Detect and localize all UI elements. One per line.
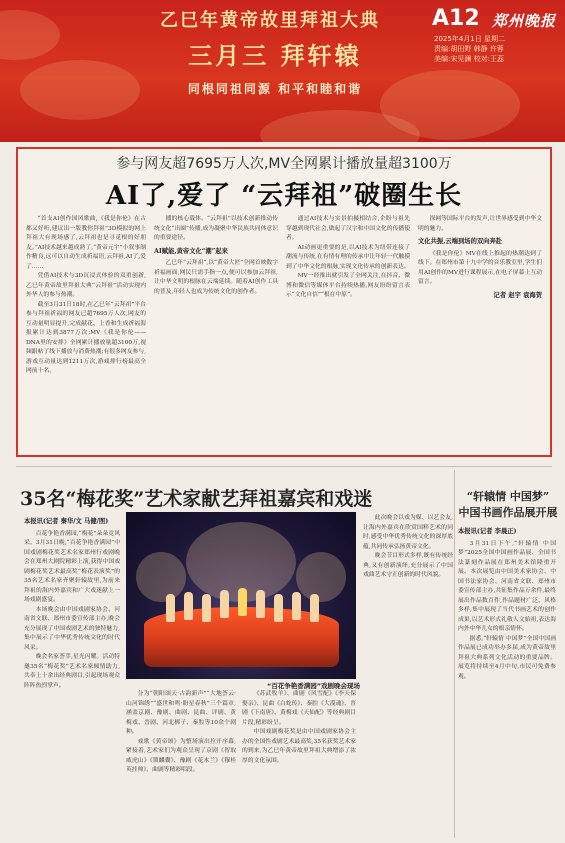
feature-article: [16, 147, 552, 457]
paragraph: 百花争艳香满园,“梅花”朵朵竞风采。3月31日晚,“百花争艳香满园”中国戏剧梅花奖艺术名家郑州行戏剧晚会在郑州大剧院精彩上演,获得中国戏剧梅花奖艺术最高奖“梅花表演奖”的35名艺术名家齐聚轩辕故里,为前来拜祖的海内外嘉宾和广大戏迷献上一场戏剧盛宴。: [24, 530, 120, 603]
feature-column-2: [154, 215, 278, 453]
paragraph: 据悉,“轩辕情 中国梦”全国中国画作品展已成功举办多届,成为黄帝故里拜祖大典系列文化活动的重要品牌。展览将持续至4月中旬,市民可免费参观。: [458, 635, 556, 680]
paragraph: 凭借AI技术与3D沉浸式体验的双重创新,乙巳年黄帝故里拜祖大典“云拜祖”活动实现内外华人的参与热潮。: [26, 273, 146, 298]
article-column-1: [24, 514, 120, 836]
article-column-2: [126, 690, 236, 836]
paragraph: 3月31日下午,“轩辕情 中国梦”2025全国中国画作品展、全国书法篆刻作品展在郑州美术馆隆重开展。本次展览由中国美术家协会、中国书法家协会、河南省文联、郑州市委宣传部主办,共征集作品万余件,最终展出作品数百件,作品题材广泛、风格多样,集中展现了当代书画艺术的创作成果,以艺术形式礼敬人文始祖,表达海内外中华儿女的根亲情怀。: [458, 540, 556, 632]
newspaper-logo: 郑州晚报: [492, 12, 557, 30]
byline: 本报讯(记者 李晨正): [458, 528, 517, 535]
date-line: 2025年4月1日 星期二: [434, 35, 505, 43]
paragraph: 本场晚会由中国戏剧家协会、河南省文联、郑州市委宣传部主办,晚会充分展现了中国戏剧艺术的独特魅力,集中展示了中华优秀传统文化的时代风采。: [24, 606, 120, 651]
paragraph: 晚会节目形式多样,既有传统经典,又有创新演绎,充分展示了中国戏曲艺术守正创新的时代风貌。: [363, 553, 453, 578]
byline: 本报讯(记者 秦华/文 马健/图): [24, 518, 109, 525]
section-subhead: AI赋能,黄帝文化“潮”起来: [154, 247, 228, 255]
opera-stage-photo: [126, 512, 356, 679]
paragraph: 通过AI技术与实景拍摄相结合,企盼与祖先穿越到现代社会,做起了汉字和中国文化的传播使者。: [286, 216, 410, 241]
paragraph: 分为“朝阳颂天·古韵新声”“大地荟云·山河锦绣”“盛世和鸣·盼星春秋”三个篇章,涵盖京剧、豫剧、曲剧、昆曲、评剧、黄梅戏、晋剧、河北梆子、秦腔等10余个剧种。: [126, 691, 236, 735]
paragraph: “首支AI创作国风歌曲,《我是你伦》在古都又好听,建议出一版教你拜祖”3D模拟的网上拜祖大有现场感了,云拜祖也是寻觅根的好朋友。”AI技术越来越成熟了,“黄帝元宇”小叙事制作精良,远可以自动生成祈福语,云拜祖,AI了,爱了……: [26, 216, 146, 270]
page-header-banner: [0, 0, 565, 142]
article-body: [458, 524, 556, 836]
paragraph: 截至3月31日18时,在乙巳年“云拜祖”平台参与拜祖祈福的网友已超7695万人次,网友的互动量明显提升,完成献花、上香和生成祈福海报累计达到3877万次;MV《我是你伦——DNA里的安排》全网累计播放量超3100万,视频跟帖了线下播放与消费热潮;有很多网友参与,游戏互动量达到1211万次,游戏排行榜最高全网前十名。: [26, 301, 146, 374]
byline: 记者 赵宇 袁海贺: [493, 291, 542, 299]
paragraph: 播的核心载体。“云拜祖”以技术创新推动传统文化“出圈”传播,成为凝聚中华民族共同体意识的重要途径。: [154, 216, 278, 241]
article-headline-line-1: “轩辕情 中国梦”: [466, 490, 550, 503]
paragraph: 中国戏剧梅花奖是由中国戏剧家协会主办的全国性戏剧艺术最高奖,35名获奖艺术家的到来,为乙巳年黄帝故里拜祖大典增添了浓厚的文化氛围。: [242, 729, 356, 764]
article-column-3: [242, 690, 356, 836]
paragraph: 乙巳年“云拜祖”,以“黄帝大匠”全网首映数字祈福画面,网民只需手指一点,便可以参加云拜祖,让中华文明的根脉在云端延续。随着AI创作工具的普及,年轻人也成为传统文化的创作者。: [154, 260, 278, 295]
paragraph: 《苏武牧羊》、曲剧《风雪配》《李天保娶亲》、昆曲《白蛇传》、秦腔《大漠魂》、晋剧《下南唐》、黄梅戏《天仙配》等经典剧目片段,精彩纷呈。: [242, 691, 356, 726]
banner-slogan: 同根同祖同源 和平和睦和谐: [187, 82, 363, 96]
divider: [454, 470, 455, 838]
article-headline-line-2: 中国书画作品展开展: [458, 506, 558, 519]
paragraph: MV一经推出就引发了全网关注,在抖音、微博和微信等媒体平台持续热播,网友纷纷留言表示“文化自信”“根在中原”。: [286, 273, 410, 298]
banner-title: 乙巳年黄帝故里拜祖大典: [160, 10, 380, 31]
page-number: A12: [432, 6, 480, 31]
editor-line: 责编:胡田野 韩静 许蓉: [434, 45, 504, 53]
feature-column-3: [286, 215, 410, 453]
paragraph: 《我是你伦》MV在线上推起的热潮达到了线下。在郑州市第十九中学的音乐教室里,学生们用AI创作的MV进行课程展示,在电子屏幕上互动留言。: [418, 250, 542, 285]
design-line: 美编:宋见澜 校对:王蕊: [434, 55, 504, 63]
article-headline: 35名“梅花奖”艺术家献艺拜祖嘉宾和戏迷: [20, 488, 373, 510]
paragraph: 此次晚会以戏为媒、以艺会友,让海内外嘉宾在欣赏国粹艺术的同时,感受中华优秀传统文化的深厚底蕴,共同传承弘扬黄帝文化。: [363, 515, 453, 550]
article-column-4: [363, 514, 453, 836]
feature-column-1: [26, 215, 146, 453]
paragraph: 晚会名家荟萃,星光闪耀。活动特邀35名“梅花奖”艺术名家倾情助力,共奉上十余出经典剧目,引起现场观众阵阵热烈掌声。: [24, 654, 120, 689]
feature-headline: AI了,爱了 “云拜祖”破圈生长: [105, 181, 463, 211]
photo-caption: “百花争艳香满园”戏剧晚会现场: [266, 682, 360, 690]
feature-column-4: [418, 215, 542, 453]
paragraph: 戏歌《黄帝颂》为整场演出拉开序幕,紧接着,艺术家们为观众呈现了京剧《智取威虎山》《锁麟囊》、豫剧《花木兰》《穆桂英挂帅》、曲剧等精彩唱段。: [126, 738, 236, 773]
paragraph: 探网等国际平台的发声,让世界感受到中华文明的魅力。: [418, 216, 542, 232]
feature-kicker: 参与网友超7695万人次,MV全网累计播放量超3100万: [116, 156, 452, 172]
section-subhead: 文化共振,云端到场的双向奔赴: [418, 238, 503, 245]
divider: [16, 466, 552, 467]
paragraph: AI动画更重要的是,以AI技术为纽带连接了潮流与传统,在有情有理的传承中让年轻一代触摸到了中华文化的根脉,实现文化传承的创新表达。: [286, 244, 410, 270]
banner-date-title: 三月三 拜轩辕: [188, 41, 362, 70]
